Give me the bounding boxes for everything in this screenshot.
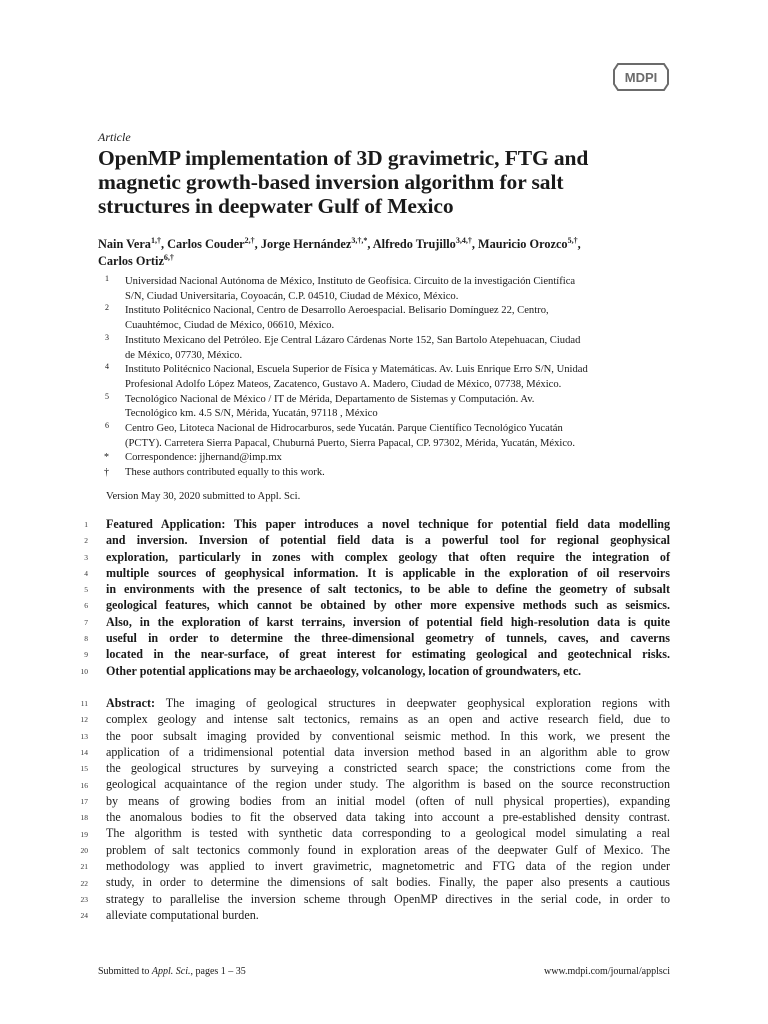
text-line: the poor subsalt imaging provided by conventional seismic method. In this work, we present the [106, 728, 670, 743]
title-line: OpenMP implementation of 3D gravimetric, FTG and [98, 146, 589, 170]
line-number: 1 [84, 520, 88, 529]
text-line: Other potential applications may be archaeology, volcanology, location of groundwaters, etc. [106, 663, 582, 678]
text-line: exploration, particularly in zones with complex geology that often require the integration of [106, 549, 670, 564]
affiliation: 2 Instituto Politécnico Nacional, Centro de Desarrollo Aeroespacial. Belisario Domínguez 22, Centro, Cuauhtémoc, Ciudad de México, 06610, México. [105, 303, 549, 332]
text-line: application of a tridimensional potential data inversion method based in an algorithm able to grow [106, 744, 670, 759]
featured-application [106, 516, 670, 679]
text-line: problem of salt tectonics commonly found in exploration areas of the deepwater Gulf of Mexico. The [106, 842, 670, 857]
text-line: Also, in the exploration of karst terrains, inversion of potential field high-resolution data is quite [106, 614, 670, 629]
text-line: in environments with the presence of salt tectonics, to be able to define the geometry of subsalt [106, 582, 670, 597]
correspondence: * Correspondence: jjhernand@imp.mx [100, 451, 675, 466]
text-line: the geological structures by surveying a constricted search space; the constrictions come from the [106, 761, 670, 776]
equal-contribution-note: † These authors contributed equally to this work. [104, 467, 325, 479]
title-line: magnetic growth-based inversion algorithm for salt [98, 170, 564, 194]
text-line: geological features, which cannot be obtained by other more expensive methods such as seismics. [106, 598, 670, 613]
article-type: Article [98, 130, 131, 144]
text-line: Featured Application: This paper introduces a novel technique for potential field data modelling [106, 517, 670, 531]
text-line: Abstract: The imaging of geological structures in deepwater geophysical exploration regions with [106, 696, 670, 710]
line-number: 11 [80, 699, 88, 708]
line-number: 22 [80, 879, 88, 888]
author: Nain Vera$^{1,\dagger}$, [98, 236, 168, 251]
text-line: multiple sources of geophysical information. It is applicable in the exploration of oil reservoirs [106, 565, 670, 580]
line-number: 8 [84, 634, 88, 643]
footer-submission: Submitted to Appl. Sci., pages 1 – 35 [98, 966, 246, 977]
abstract-label: Abstract: [106, 696, 156, 710]
author: Alfredo Trujillo$^{3,4,\dagger}$, [372, 236, 478, 251]
text-line: complex geology and intense salt tectonics, remains as an open and active research field, due to [106, 712, 670, 727]
affiliation: 3 Instituto Mexicano del Petróleo. Eje Central Lázaro Cárdenas Norte 152, San Bartolo Atepehuacan, Ciudad de México, 07730, México. [105, 332, 581, 361]
text-line: strategy to parallelise the inversion scheme through OpenMP directives in the serial code, in order to [106, 891, 670, 906]
text-line: by means of growing bodies from an initial model (often of null physical properties), expanding [106, 793, 670, 808]
line-number: 15 [80, 764, 88, 773]
mdpi-logo [612, 62, 670, 92]
author: Carlos Couder$^{2,\dagger}$, [167, 236, 261, 251]
text-line: The algorithm is tested with synthetic data corresponding to a geological model simulating a real [106, 826, 670, 841]
version-note: Version May 30, 2020 submitted to Appl. Sci. [106, 491, 301, 502]
text-line: and inversion. Inversion of potential field data is a powerful tool for regional geophysical [106, 533, 670, 548]
text-line: study, in order to determine the dimensions of salt bodies. Finally, the paper also presents a cautious [106, 875, 670, 890]
line-number: 18 [80, 813, 88, 822]
line-number: 5 [84, 585, 88, 594]
line-number: 20 [80, 846, 88, 855]
title-line: structures in deepwater Gulf of Mexico [98, 194, 454, 218]
paper-title [98, 146, 678, 218]
line-number: 16 [80, 781, 88, 790]
line-number: 7 [84, 618, 88, 627]
text-line: useful in order to determine the three-dimensional geometry of tunnels, caves, and caverns [106, 631, 670, 646]
affiliation: 6 Centro Geo, Litoteca Nacional de Hidrocarburos, sede Yucatán. Parque Científico Tecnológico Yucatán (PCTY). Carretera Sierra Papacal, Chuburná Puerto, Sierra Papacal, CP. 97302, Mérida, Yucatán, México. [105, 421, 576, 449]
svg-text:MDPI: MDPI [624, 70, 658, 85]
line-number: 9 [84, 650, 88, 659]
line-number: 14 [80, 748, 88, 757]
line-number: 23 [80, 895, 88, 904]
affiliation: 4 Instituto Politécnico Nacional, Escuela Superior de Física y Matemáticas. Av. Luis Enrique Erro S/N, Unidad Profesional Adolfo López Mateos, Zacatenco, Gustavo A. Madero, Ciudad de México, 07738, México. [105, 362, 588, 390]
author-list [98, 236, 678, 270]
affiliation: 5 Tecnológico Nacional de México / IT de Mérida, Departamento de Sistemas y Computación. Av. Tecnológico km. 4.5 S/N, Mérida, Yucatán, 97118 , México [105, 391, 535, 420]
line-number: 19 [80, 830, 88, 839]
line-number: 13 [80, 732, 88, 741]
correspondence-email[interactable]: Correspondence: jjhernand@imp.mx [125, 452, 282, 464]
line-number: 12 [80, 715, 88, 724]
line-number: 4 [84, 569, 88, 578]
line-number: 10 [80, 667, 88, 676]
line-number: 2 [84, 536, 88, 545]
author: Carlos Ortiz$^{6,\dagger}$ [98, 253, 174, 268]
text-line: methodology was applied to invert gravimetric, magnetometric and FTG data of the region under [106, 858, 670, 873]
author: Jorge Hernández$^{3,\dagger,*}$, [260, 236, 373, 251]
text-line: located in the near-surface, of great interest for estimating geological and geotechnical risks. [106, 647, 670, 662]
text-line: alleviate computational burden. [106, 907, 259, 922]
line-number: 24 [80, 911, 88, 920]
affiliations [100, 275, 675, 481]
line-number: 17 [80, 797, 88, 806]
line-number: 3 [84, 553, 88, 562]
text-line: geological acquaintance of the region under study. The algorithm is based on the source reconstruction [106, 777, 670, 792]
journal-url[interactable]: www.mdpi.com/journal/applsci [544, 966, 670, 977]
journal-name: Appl. Sci. [151, 966, 191, 977]
text-line: the anomalous bodies to fit the observed data taking into account a pre-established density contrast. [106, 810, 670, 825]
line-number: 21 [80, 862, 88, 871]
abstract [106, 695, 670, 923]
affiliation: 1 Universidad Nacional Autónoma de México, Instituto de Geofísica. Circuito de la investigación Científica S/N, Ciudad Universitaria, Coyoacán, C.P. 04510, Ciudad de México, México. [105, 274, 576, 302]
author: Mauricio Orozco$^{5,\dagger}$, [477, 236, 581, 251]
line-number: 6 [84, 601, 88, 610]
